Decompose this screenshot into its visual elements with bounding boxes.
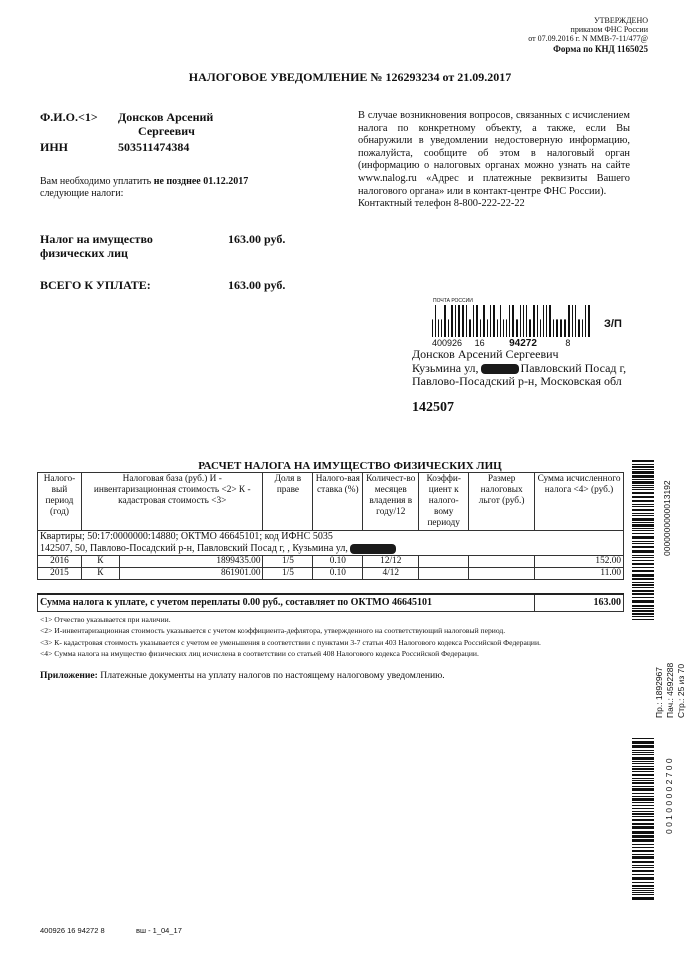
calc-table	[37, 472, 624, 612]
side-barcode-top	[632, 460, 654, 622]
barcode-bar	[632, 774, 654, 776]
barcode-bar	[632, 761, 654, 762]
barcode-bar	[632, 528, 654, 529]
cell-benefit	[469, 568, 535, 580]
barcode-bar	[582, 319, 583, 337]
barcode-bar	[632, 844, 654, 845]
barcode-bar	[632, 522, 654, 523]
barcode-bar	[526, 305, 527, 337]
barcode-bar	[632, 882, 654, 883]
barcode-bar	[497, 319, 498, 337]
barcode-bar	[632, 464, 654, 465]
cell-year: 2015	[38, 568, 82, 580]
attachment-line	[40, 670, 445, 681]
barcode-bar	[503, 319, 504, 337]
post-code-c: 94272	[509, 338, 537, 349]
footer-code: 400926 16 94272 8	[40, 926, 105, 935]
redaction-mark	[481, 364, 519, 374]
barcode-bar	[632, 768, 654, 770]
barcode-bar	[632, 460, 654, 462]
barcode-bar	[632, 485, 654, 486]
barcode-bar	[632, 533, 654, 534]
address-block	[412, 348, 626, 389]
barcode-bar	[509, 305, 510, 337]
barcode-bar	[560, 319, 562, 337]
barcode-bar	[632, 518, 654, 521]
barcode-bar	[632, 608, 654, 609]
barcode-bar	[632, 600, 654, 603]
object-line2: 142507, 50, Павлово-Посадский р-н, Павловский Посад г, , Кузьмина ул,	[40, 543, 348, 554]
total-label: ВСЕГО К УПЛАТЕ:	[40, 278, 151, 292]
barcode-bar	[533, 305, 535, 337]
barcode-bar	[632, 574, 654, 577]
barcode-bar	[632, 802, 654, 803]
header-sum: Сумма исчисленного налога <4> (руб.)	[535, 473, 624, 531]
barcode-bar	[483, 305, 485, 337]
barcode-bar	[632, 890, 654, 891]
barcode-bar	[632, 605, 654, 607]
barcode-bar	[578, 319, 580, 337]
cell-share: 1/5	[263, 568, 313, 580]
header-share: Доля в праве	[263, 473, 313, 531]
cell-rate: 0.10	[313, 556, 363, 568]
barcode-bar	[632, 610, 654, 612]
footnote: <1> Отчество указывается при наличии.	[40, 615, 171, 624]
barcode-bar	[632, 584, 654, 586]
cell-months: 12/12	[363, 556, 419, 568]
header-period: Налого-вый период (год)	[38, 473, 82, 531]
payment-line1: Вам необходимо уплатить	[40, 176, 154, 187]
footer-version: вш - 1_04_17	[136, 926, 182, 935]
barcode-bar	[632, 888, 654, 889]
approval-block	[528, 16, 648, 55]
barcode-bar	[632, 892, 654, 893]
barcode-bar	[512, 305, 514, 337]
barcode-bar	[632, 492, 654, 494]
object-cell	[38, 531, 624, 556]
footnotes	[40, 614, 541, 660]
barcode-bar	[632, 619, 654, 620]
address-street-b: Павловский Посад г,	[520, 360, 627, 375]
approval-line3: от 07.09.2016 г. N ММВ-7-11/477@	[528, 34, 648, 43]
barcode-bar	[632, 811, 654, 812]
barcode-bar	[632, 466, 654, 468]
cell-type: К	[81, 568, 119, 580]
barcode-bar	[632, 570, 654, 572]
barcode-bar	[438, 319, 439, 337]
notice-title: НАЛОГОВОЕ УВЕДОМЛЕНИЕ № 126293234 от 21.09.2017	[188, 70, 512, 84]
barcode-bar	[543, 305, 544, 337]
summary-row	[38, 594, 624, 612]
post-code-d: 8	[565, 338, 571, 348]
barcode-bar	[632, 541, 654, 542]
barcode-bar	[632, 897, 654, 900]
footnote: <2> И-инвентаризационная стоимость указывается с учетом коэффициента-дефлятора, утвержденного на соответствующий налоговый период.	[40, 626, 506, 636]
object-line1: Квартиры; 50:17:0000000:14880; ОКТМО 46645101; код ИФНС 5035	[40, 531, 333, 542]
total-amount: 163.00 руб.	[228, 278, 286, 292]
barcode-bar	[632, 513, 654, 514]
barcode-bar	[632, 582, 654, 583]
post-code-a: 400926	[432, 338, 463, 348]
side-barcode2-number: 0 0 1 0 0 0 0 2 7 0 0	[664, 758, 674, 834]
tax-name	[40, 232, 153, 260]
barcode-bar	[632, 578, 654, 580]
barcode-bar	[632, 550, 654, 553]
cell-months: 4/12	[363, 568, 419, 580]
barcode-bar	[490, 305, 491, 337]
barcode-bar	[632, 557, 654, 558]
barcode-bar	[632, 504, 654, 505]
barcode-bar	[632, 856, 654, 859]
cell-rate: 0.10	[313, 568, 363, 580]
barcode-bar	[632, 780, 654, 781]
barcode-bar	[458, 305, 460, 337]
summary-label: Сумма налога к уплате, с учетом переплаты 0.00 руб., составляет по ОКТМО 46645101	[38, 594, 535, 612]
barcode-bar	[632, 870, 654, 872]
barcode-bar	[435, 305, 436, 337]
barcode-bar	[466, 305, 467, 337]
barcode-bar	[632, 479, 654, 480]
barcode-bar	[632, 496, 654, 498]
barcode-bar	[632, 816, 654, 817]
barcode-bar	[632, 543, 654, 544]
barcode-bar	[632, 894, 654, 895]
fio-value	[118, 110, 213, 138]
barcode-bar	[556, 319, 558, 337]
barcode-bar	[632, 778, 654, 779]
barcode-bar	[632, 805, 654, 806]
barcode-bar	[632, 546, 654, 548]
table-row	[38, 556, 624, 568]
barcode-bar	[540, 319, 541, 337]
barcode-bar	[632, 530, 654, 531]
barcode-bar	[632, 798, 654, 801]
barcode-bar	[572, 305, 573, 337]
tax-amount: 163.00 руб.	[228, 232, 286, 246]
barcode-bar	[632, 481, 654, 484]
barcode-bar	[632, 831, 654, 834]
barcode-bar	[632, 471, 654, 474]
barcode-bar	[632, 555, 654, 556]
fio-line2: Сергеевич	[138, 124, 195, 138]
calc-title: РАСЧЕТ НАЛОГА НА ИМУЩЕСТВО ФИЗИЧЕСКИХ ЛИЦ	[198, 460, 502, 472]
barcode-bar	[455, 305, 456, 337]
barcode-bar	[632, 593, 654, 595]
barcode-bar	[480, 319, 481, 337]
inn-label: ИНН	[40, 140, 69, 154]
barcode-bar	[632, 808, 654, 809]
barcode-bar	[632, 782, 654, 784]
barcode-bar	[493, 305, 495, 337]
barcode-bar	[632, 865, 654, 866]
barcode-bar	[632, 819, 654, 821]
barcode-bar	[632, 563, 654, 565]
barcode-bar	[632, 524, 654, 527]
barcode-bar	[500, 305, 501, 337]
barcode-bar	[432, 319, 433, 337]
form-code: Форма по КНД 1165025	[553, 44, 648, 54]
barcode-bar	[632, 500, 654, 502]
barcode-bar	[516, 319, 518, 337]
side-pr: Пр.: 1892967	[654, 666, 664, 718]
cell-sum: 11.00	[535, 568, 624, 580]
barcode-bar	[632, 475, 654, 478]
barcode-bar	[585, 305, 586, 337]
footnote: <4> Сумма налога на имущество физических лиц исчислена в соответствии со статьей 408 Налогового кодекса Российской Федерации.	[40, 649, 479, 659]
address-line3: Павлово-Посадский р-н, Московская обл	[412, 374, 622, 388]
barcode-bar	[588, 305, 590, 337]
cell-benefit	[469, 556, 535, 568]
barcode-bar	[632, 813, 654, 815]
barcode-bar	[632, 826, 654, 829]
approval-line1: УТВЕРЖДЕНО	[593, 16, 648, 25]
barcode-bar	[632, 786, 654, 787]
header-coef: Коэффи-циент к налого-вому периоду	[419, 473, 469, 531]
barcode-bar	[632, 754, 654, 755]
barcode-bar	[506, 319, 507, 337]
approval-line2: приказом ФНС России	[570, 25, 648, 34]
barcode-bar	[469, 319, 471, 337]
post-label: ПОЧТА РОССИИ	[433, 298, 473, 304]
address-street	[412, 362, 626, 376]
spacer-row	[38, 580, 624, 594]
cell-base: 1899435.00	[119, 556, 263, 568]
postal-index: 142507	[412, 400, 454, 415]
redaction-mark	[350, 544, 396, 554]
barcode-bar	[553, 319, 554, 337]
barcode-bar	[632, 738, 654, 739]
side-barcode-number: 0000000000013192	[662, 480, 672, 556]
barcode-bar	[632, 771, 654, 772]
barcode-bar	[632, 766, 654, 767]
barcode-bar	[632, 847, 654, 848]
barcode-bar	[473, 305, 474, 337]
barcode-bar	[632, 741, 654, 744]
postal-barcode	[432, 305, 594, 337]
barcode-bar	[520, 305, 521, 337]
barcode-bar	[529, 319, 531, 337]
barcode-bar	[632, 850, 654, 852]
barcode-bar	[632, 587, 654, 588]
barcode-bar	[632, 745, 654, 748]
barcode-bar	[632, 885, 654, 887]
barcode-bar	[546, 305, 547, 337]
cell-share: 1/5	[263, 556, 313, 568]
barcode-bar	[632, 757, 654, 760]
info-block	[358, 110, 630, 211]
barcode-bar	[441, 319, 442, 337]
barcode-bar	[632, 506, 654, 507]
barcode-bar	[476, 305, 478, 337]
barcode-bar	[632, 597, 654, 598]
barcode-bar	[564, 319, 566, 337]
calc-header-row	[38, 473, 624, 531]
barcode-bar	[568, 305, 570, 337]
barcode-bar	[632, 763, 654, 764]
cell-type: К	[81, 556, 119, 568]
barcode-bar	[487, 319, 488, 337]
barcode-bar	[632, 861, 654, 863]
barcode-bar	[632, 788, 654, 791]
barcode-bar	[444, 305, 446, 337]
barcode-bar	[632, 823, 654, 825]
header-base: Налоговая база (руб.) И - инвентаризационная стоимость <2> К - кадастровая стоимость <3>	[81, 473, 263, 531]
fio-line1: Донсков Арсений	[118, 110, 214, 124]
barcode-bar	[632, 874, 654, 875]
info-text: В случае возникновения вопросов, связанных с исчислением налога по конкретному объекту, а также, если Вы обнаружили в уведомлении недостоверную информацию, пожалуйста, сообщите об этом в налоговый орган (информацию о налоговых органах можно узнать на сайте www.nalog.ru «Адрес и платежные реквизиты Вашего налогового органа» или в контакт-центре ФНС России).	[358, 110, 630, 197]
barcode-bar	[632, 877, 654, 880]
barcode-bar	[632, 536, 654, 539]
address-street-a: Кузьмина ул,	[412, 360, 479, 375]
barcode-bar	[632, 793, 654, 794]
payment-line2: следующие налоги:	[40, 188, 124, 199]
barcode-bar	[632, 613, 654, 615]
header-benefit: Размер налоговых льгот (руб.)	[469, 473, 535, 531]
barcode-bar	[632, 616, 654, 617]
payment-deadline: не позднее 01.12.2017	[153, 176, 249, 187]
barcode-bar	[632, 487, 654, 488]
payment-intro	[40, 176, 248, 200]
zp-mark: З/П	[604, 318, 622, 330]
barcode-bar	[632, 560, 654, 561]
barcode-bar	[632, 839, 654, 842]
barcode-bar	[632, 796, 654, 797]
side-barcode-bottom	[632, 738, 654, 902]
barcode-bar	[632, 509, 654, 511]
barcode-bar	[632, 489, 654, 490]
barcode-bar	[451, 305, 453, 337]
barcode-bar	[575, 305, 576, 337]
barcode-bar	[537, 305, 538, 337]
barcode-bar	[523, 305, 524, 337]
header-months: Количест-во месяцев владения в году/12	[363, 473, 419, 531]
fio-label: Ф.И.О.<1>	[40, 110, 98, 124]
barcode-bar	[632, 750, 654, 751]
attachment-label: Приложение:	[40, 670, 98, 681]
barcode-bar	[632, 469, 654, 470]
cell-sum: 152.00	[535, 556, 624, 568]
barcode-bar	[632, 854, 654, 855]
barcode-bar	[448, 319, 449, 337]
header-rate: Налого-вая ставка (%)	[313, 473, 363, 531]
barcode-bar	[632, 515, 654, 516]
barcode-bar	[632, 752, 654, 753]
tax-name-line1: Налог на имущество	[40, 232, 153, 246]
contact-phone: Контактный телефон 8-800-222-22-22	[358, 198, 525, 210]
inn-value: 503511474384	[118, 140, 190, 154]
cell-year: 2016	[38, 556, 82, 568]
address-name: Донсков Арсений Сергеевич	[412, 347, 559, 361]
summary-value: 163.00	[535, 594, 624, 612]
tax-name-line2: физических лиц	[40, 246, 128, 260]
side-pach: Пач.: 4592288	[665, 662, 675, 718]
cell-coef	[419, 568, 469, 580]
barcode-bar	[632, 867, 654, 868]
barcode-bar	[632, 567, 654, 568]
cell-coef	[419, 556, 469, 568]
barcode-bar	[549, 305, 551, 337]
post-code-b: 16	[474, 338, 485, 348]
footnote: <3> К- кадастровая стоимость указывается с учетом ее уменьшения в соответствии с пунктами 3-7 статьи 403 Налогового кодекса Российской Федерации.	[40, 637, 541, 647]
side-page: Стр.: 25 из 70	[676, 663, 686, 718]
cell-base: 861901.00	[119, 568, 263, 580]
attachment-text: Платежные документы на уплату налогов по настоящему налоговому уведомлению.	[97, 670, 445, 681]
barcode-bar	[632, 835, 654, 838]
barcode-bar	[462, 305, 464, 337]
table-row	[38, 568, 624, 580]
object-row	[38, 531, 624, 556]
barcode-bar	[632, 590, 654, 592]
